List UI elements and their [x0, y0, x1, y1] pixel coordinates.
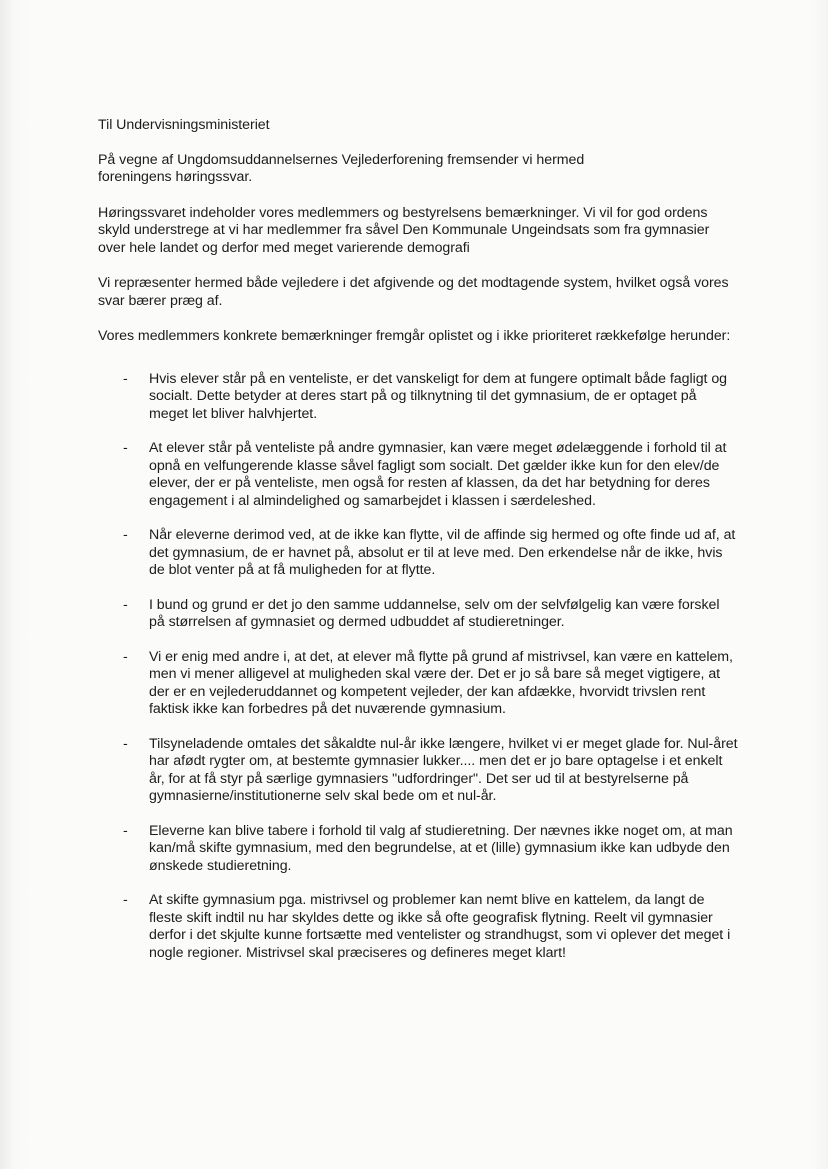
bullet-marker: - — [123, 892, 128, 908]
list-item — [98, 736, 738, 806]
bullet-marker: - — [123, 527, 128, 543]
list-item-text: Vi er enig med andre i, at det, at elever må flytte på grund af mistrivsel, kan være en kattelem, men vi mener alligevel at muligheden skal være der. Det er jo så bare så meget vigtigere, at der er en vejlederuddannet og kompetent vejleder, der kan afdække, hvorvidt trivslen rent faktisk ikke kan forbedres på det nuværende gymnasium. — [149, 648, 733, 717]
list-item — [98, 440, 738, 510]
bullet-marker: - — [123, 596, 128, 613]
list-item-text: Når eleverne derimod ved, at de ikke kan flytte, vil de affinde sig hermed og ofte finde ud af, at det gymnasium, de er havnet på, absolut er til at leve med. Den erkendelse når de ikke, hvis de blot venter på at få muligheden for at flytte. — [149, 527, 736, 578]
list-item-text: At skifte gymnasium pga. mistrivsel og problemer kan nemt blive en kattelem, da langt de fleste skift indtil nu har skyldes dette og ikke så ofte geografisk flytning. Reelt vil gymnasier derfor i det skjulte kunne fortsætte med ventelister og strandhugst, som vi oplever det meget i nogle regioner. Mistrivsel skal præciseres og defineres meget klart! — [149, 892, 731, 961]
list-item-text: I bund og grund er det jo den samme uddannelse, selv om der selvfølgelig kan være forskel på størrelsen af gymnasiet og dermed udbuddet af studieretninger. — [149, 596, 720, 630]
list-item — [98, 371, 738, 424]
list-item-text: At elever står på venteliste på andre gymnasier, kan være meget ødelæggende i forhold til at opnå en velfungerende klasse såvel fagligt som socialt. Det gælder ikke kun for den elev/de elever, der er på venteliste, men også for resten af klassen, da det har betydning for deres engagement i al almindelighed og samarbejdet i klassen i særdeleshed. — [149, 440, 727, 509]
letter-body — [98, 117, 738, 979]
list-item — [98, 892, 738, 962]
list-item — [98, 527, 738, 580]
bullet-marker: - — [123, 440, 128, 456]
list-item-text: Hvis elever står på en venteliste, er det vanskeligt for dem at fungere optimalt både fagligt og socialt. Dette betyder at deres start på og tilknytning til det gymnasium, de er optaget på meget let bliver halvhjertet. — [149, 370, 727, 422]
list-item-text: Tilsyneladende omtales det såkaldte nul-år ikke længere, hvilket vi er meget glade for. Nul-året har afødt rygter om, at bestemte gymnasier lukker.... men det er jo bare optagelse i et enkelt år, for at få styr på særlige gymnasiers "udfordringer". Det ser ud til at bestyrelserne på gymnasierne/institutionerne selv skal bede om et nul-år. — [149, 735, 738, 804]
paragraph-intro: På vegne af Ungdomsuddannelsernes Vejlederforening fremsender vi hermed foreningens høringssvar. — [98, 151, 585, 185]
bullet-marker: - — [123, 648, 128, 665]
list-item — [98, 823, 738, 876]
recipient-line: Til Undervisningsministeriet — [98, 117, 270, 133]
paragraph-membership: Høringssvaret indeholder vores medlemmers og bestyrelsens bemærkninger. Vi vil for god ordens skyld understrege at vi har medlemmer fra såvel Den Kommunale Ungeindsats som fra gymnasier over hele landet og derfor med meget varierende demografi — [98, 204, 710, 256]
list-item — [98, 649, 738, 719]
list-item-text: Eleverne kan blive tabere i forhold til valg af studieretning. Der nævnes ikke noget om, at man kan/må skifte gymnasium, med den begrundelse, at et (lille) gymnasium ikke kan udbyde den ønskede studieretning. — [149, 822, 733, 874]
remarks-list — [98, 371, 738, 963]
list-item — [98, 597, 738, 632]
paragraph-list-intro: Vores medlemmers konkrete bemærkninger fremgår oplistet og i ikke prioriteret rækkefølge herunder: — [98, 328, 731, 344]
paragraph-representation: Vi repræsenter hermed både vejledere i det afgivende og det modtagende system, hvilket også vores svar bærer præg af. — [98, 275, 729, 309]
bullet-marker: - — [123, 370, 128, 387]
bullet-marker: - — [123, 822, 128, 839]
bullet-marker: - — [123, 735, 128, 752]
